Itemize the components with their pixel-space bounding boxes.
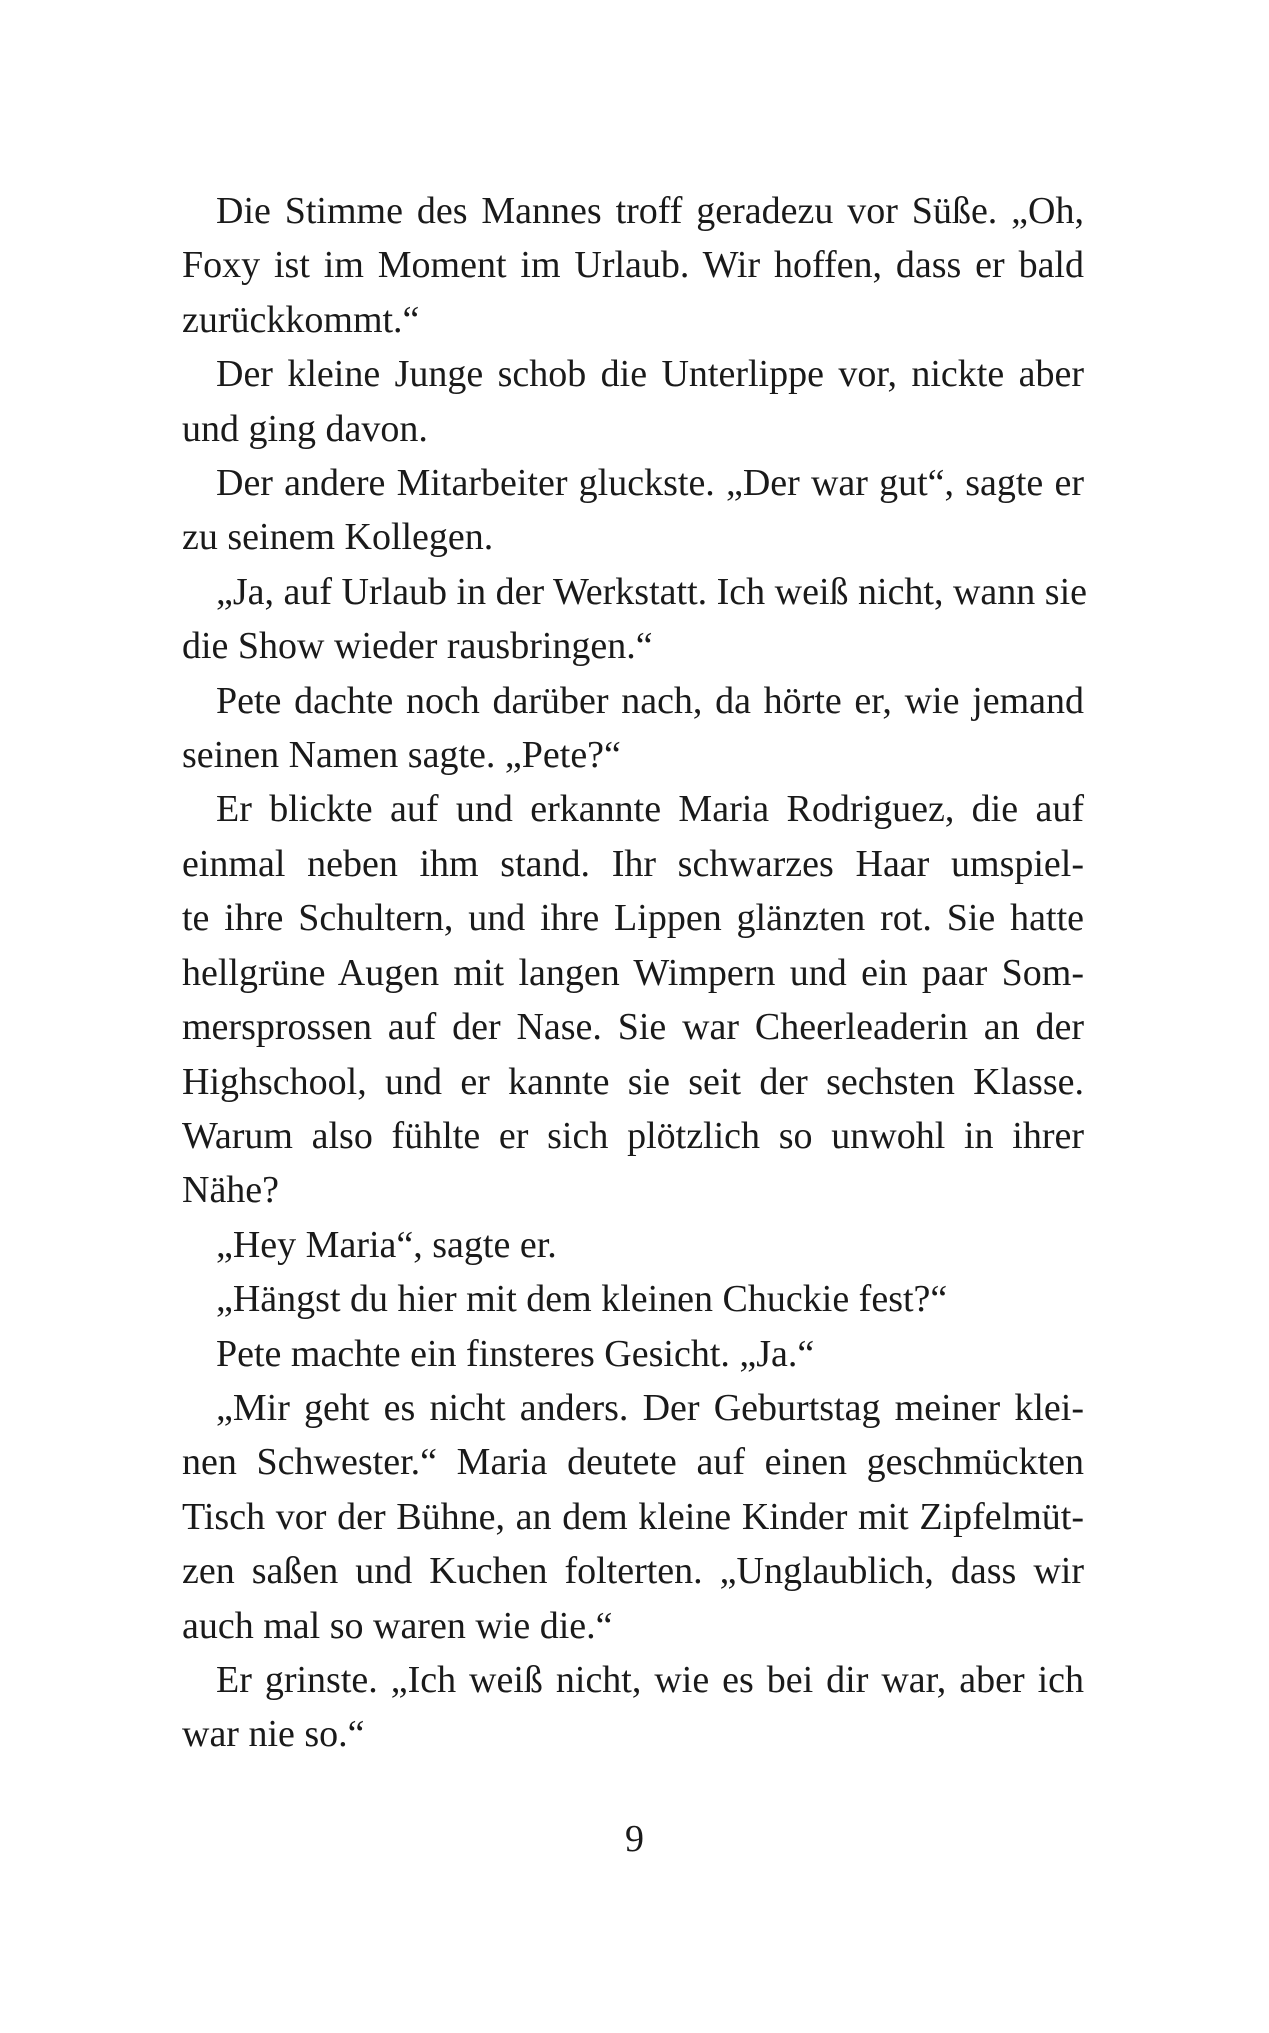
text-line: Er grinste. „Ich weiß nicht, wie es bei dir war, aber ich <box>216 1658 1084 1701</box>
text-line: „Hey Maria“, sagte er. <box>216 1223 557 1266</box>
paragraph-4 <box>182 565 1088 674</box>
text-line: Tisch vor der Bühne, an dem kleine Kinder mit Zipfelmüt- <box>182 1495 1084 1538</box>
text-line: zurückkommt.“ <box>182 298 420 341</box>
text-line: hellgrüne Augen mit langen Wimpern und ein paar Som- <box>182 951 1084 994</box>
text-line: Foxy ist im Moment im Urlaub. Wir hoffen, dass er bald <box>182 244 1084 287</box>
paragraph-5 <box>182 674 1084 783</box>
text-line: Der kleine Junge schob die Unterlippe vor, nickte aber <box>216 353 1084 396</box>
body-text <box>182 184 1088 1762</box>
text-line: Die Stimme des Mannes troff geradezu vor Süße. „Oh, <box>216 190 1084 232</box>
text-line: Der andere Mitarbeiter gluckste. „Der war gut“, sagte er <box>216 462 1084 505</box>
text-line: „Hängst du hier mit dem kleinen Chuckie fest?“ <box>216 1278 948 1321</box>
text-line: Er blickte auf und erkannte Maria Rodriguez, die auf <box>216 788 1084 831</box>
paragraph-7 <box>182 1218 1084 1272</box>
paragraph-6 <box>182 782 1084 1217</box>
text-line: einmal neben ihm stand. Ihr schwarzes Haar umspiel- <box>182 842 1084 885</box>
text-line: „Mir geht es nicht anders. Der Geburtstag meiner klei- <box>216 1386 1084 1429</box>
text-line: mersprossen auf der Nase. Sie war Cheerleaderin an der <box>182 1006 1084 1049</box>
text-line: Highschool, und er kannte sie seit der sechsten Klasse. <box>182 1060 1084 1103</box>
text-line: nen Schwester.“ Maria deutete auf einen geschmückten <box>182 1441 1084 1484</box>
text-line: Warum also fühlte er sich plötzlich so unwohl in ihrer <box>182 1114 1084 1157</box>
text-line: die Show wieder rausbringen.“ <box>182 625 653 668</box>
text-line: war nie so.“ <box>182 1713 365 1756</box>
paragraph-2 <box>182 347 1084 456</box>
text-line: „Ja, auf Urlaub in der Werkstatt. Ich weiß nicht, wann sie <box>216 570 1088 613</box>
paragraph-8 <box>182 1272 1084 1326</box>
text-line: Pete machte ein finsteres Gesicht. „Ja.“ <box>216 1332 815 1375</box>
text-line: zen saßen und Kuchen folterten. „Unglaublich, dass wir <box>182 1550 1084 1593</box>
paragraph-9 <box>182 1327 1084 1381</box>
text-line: seinen Namen sagte. „Pete?“ <box>182 734 621 777</box>
text-line: auch mal so waren wie die.“ <box>182 1604 613 1647</box>
paragraph-3 <box>182 456 1084 565</box>
text-line: zu seinem Kollegen. <box>182 516 494 559</box>
text-line: te ihre Schultern, und ihre Lippen glänzten rot. Sie hatte <box>182 897 1084 940</box>
text-line: und ging davon. <box>182 407 428 450</box>
paragraph-11 <box>182 1653 1084 1762</box>
text-line: Pete dachte noch darüber nach, da hörte er, wie jemand <box>216 679 1084 722</box>
paragraph-1 <box>182 184 1084 347</box>
text-line: Nähe? <box>182 1169 280 1212</box>
page-number: 9 <box>625 1818 644 1860</box>
paragraph-10 <box>182 1381 1084 1653</box>
